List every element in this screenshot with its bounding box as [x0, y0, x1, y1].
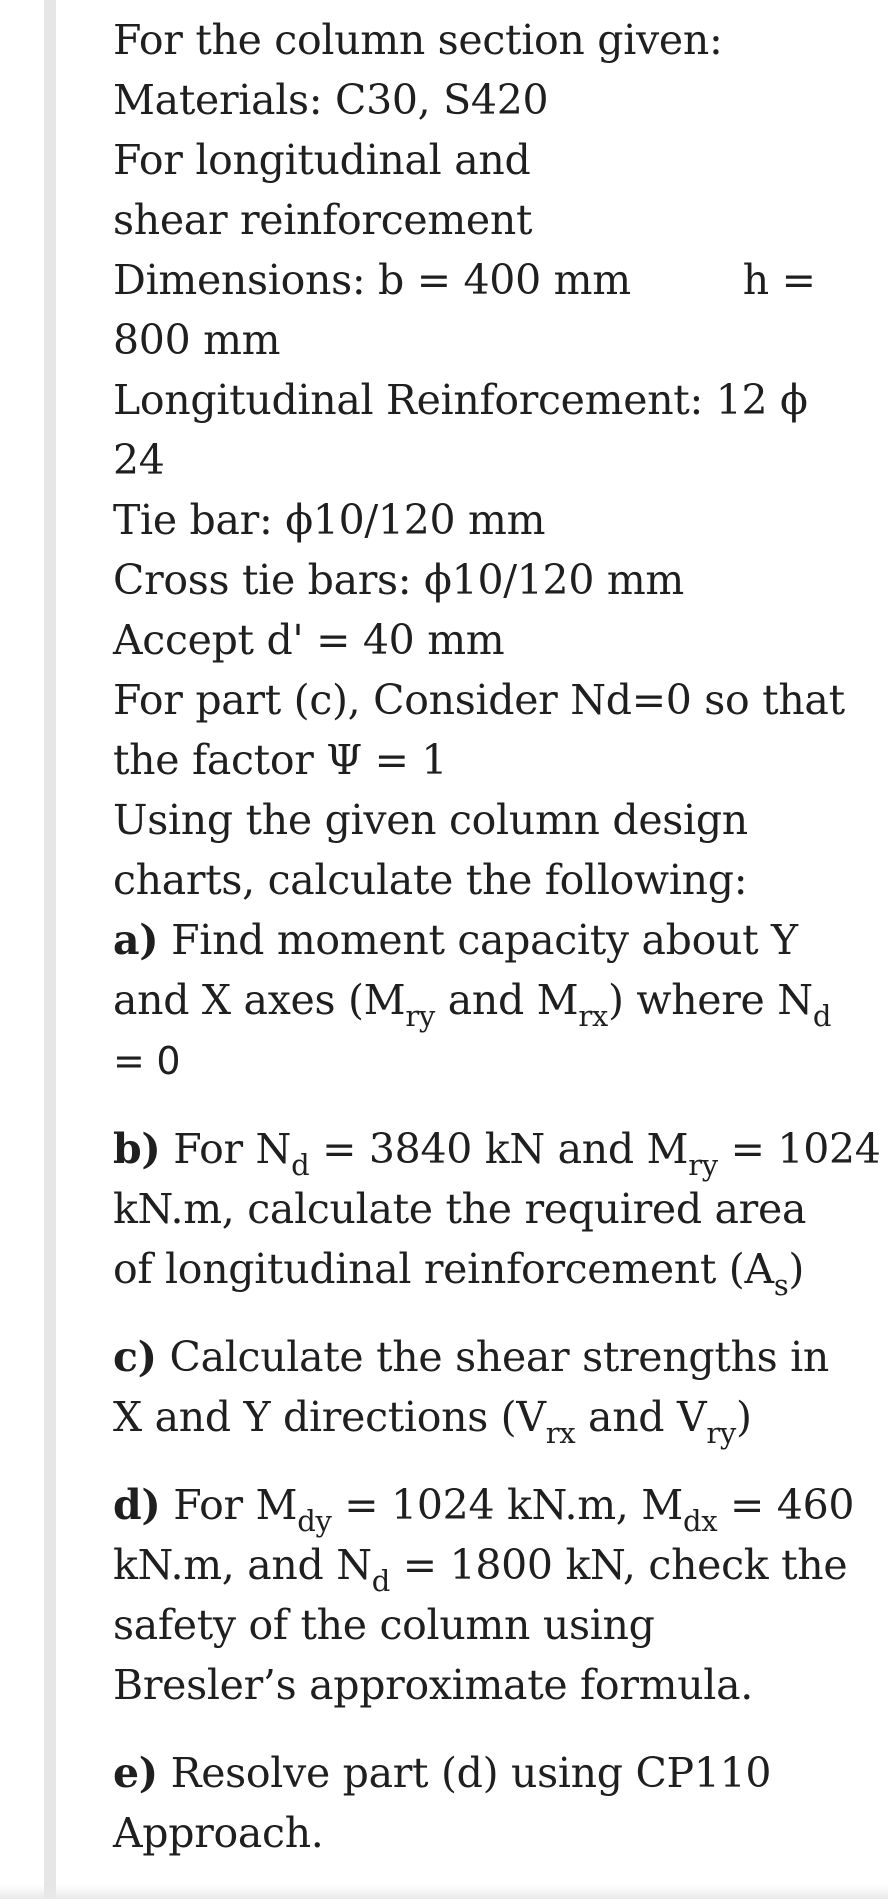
part-a-text: = 0 — [113, 1039, 181, 1083]
part-a-text: Find moment capacity about Y — [158, 916, 798, 964]
part-a — [113, 910, 832, 1091]
subscript: s — [773, 1268, 789, 1302]
part-d-text: = 1800 kN, check the — [390, 1541, 848, 1589]
part-b-text: For N — [160, 1125, 292, 1173]
question-text — [113, 10, 881, 1863]
part-d-text: = 460 — [717, 1481, 855, 1529]
part-c-text: X and Y directions (V — [113, 1393, 546, 1441]
cross-tie-line: Cross tie bars: ϕ10/120 mm — [113, 556, 685, 604]
part-a-text: and X axes (M — [113, 976, 406, 1024]
long-reinf-line: Longitudinal Reinforcement: 12 ϕ — [113, 376, 808, 424]
accept-d-line: Accept d' = 40 mm — [113, 616, 505, 664]
part-b-text: = 1024 — [717, 1125, 881, 1173]
part-e-label: e) — [113, 1749, 158, 1797]
bottom-edge — [0, 1885, 888, 1899]
subscript: rx — [578, 999, 608, 1033]
dimension-b: Dimensions: b = 400 mm — [113, 256, 631, 304]
part-a-text: and M — [435, 976, 579, 1024]
part-e-text: Resolve part (d) using CP110 — [157, 1749, 772, 1797]
dimensions-line — [113, 250, 823, 310]
subscript: ry — [688, 1148, 718, 1182]
part-d — [113, 1475, 855, 1715]
part-d-text: For M — [160, 1481, 298, 1529]
using-line-2: charts, calculate the following: — [113, 856, 748, 904]
dimension-h-value: 800 mm — [113, 316, 281, 364]
subscript: dy — [297, 1504, 332, 1538]
part-b-text: ) — [788, 1245, 805, 1293]
part-d-label: d) — [113, 1481, 161, 1529]
part-d-text: Bresler’s approximate formula. — [113, 1661, 753, 1709]
part-d-text: = 1024 kN.m, M — [331, 1481, 683, 1529]
part-b-text: = 3840 kN and M — [309, 1125, 689, 1173]
part-c-note-line-1: For part (c), Consider Nd=0 so that — [113, 676, 845, 724]
materials-line: Materials: C30, S420 For longitudinal and shear reinforcement — [113, 76, 549, 244]
quote-bar — [44, 0, 56, 1899]
part-c-text: and V — [575, 1393, 707, 1441]
part-c-label: c) — [113, 1333, 157, 1381]
part-b — [113, 1119, 881, 1302]
part-a-text: ) where N — [607, 976, 813, 1024]
part-d-text: safety of the column using — [113, 1601, 655, 1649]
subscript: ry — [405, 999, 435, 1033]
part-e-text: Approach. — [113, 1809, 324, 1857]
subscript: d — [812, 999, 832, 1033]
part-a-label: a) — [113, 916, 159, 964]
part-b-label: b) — [113, 1125, 161, 1173]
part-c — [113, 1327, 829, 1450]
intro-line: For the column section given: — [113, 16, 723, 64]
long-reinf-value: 24 — [113, 436, 165, 484]
subscript: dx — [682, 1504, 718, 1538]
part-b-text: of longitudinal reinforcement (A — [113, 1245, 774, 1293]
subscript: d — [371, 1564, 391, 1598]
dimension-h-label: h = — [742, 256, 816, 304]
subscript: rx — [545, 1416, 576, 1450]
part-b-text: kN.m, calculate the required area — [113, 1185, 807, 1233]
subscript: d — [291, 1148, 310, 1182]
subscript: ry — [706, 1416, 736, 1450]
using-line-1: Using the given column design — [113, 796, 748, 844]
part-e — [113, 1743, 823, 1863]
part-c-note-line-2: the factor Ψ = 1 — [113, 736, 448, 784]
tie-bar-line: Tie bar: ϕ10/120 mm — [113, 496, 546, 544]
part-d-text: kN.m, and N — [113, 1541, 372, 1589]
part-c-text: ) — [735, 1393, 752, 1441]
part-c-text: Calculate the shear strengths in — [156, 1333, 829, 1381]
